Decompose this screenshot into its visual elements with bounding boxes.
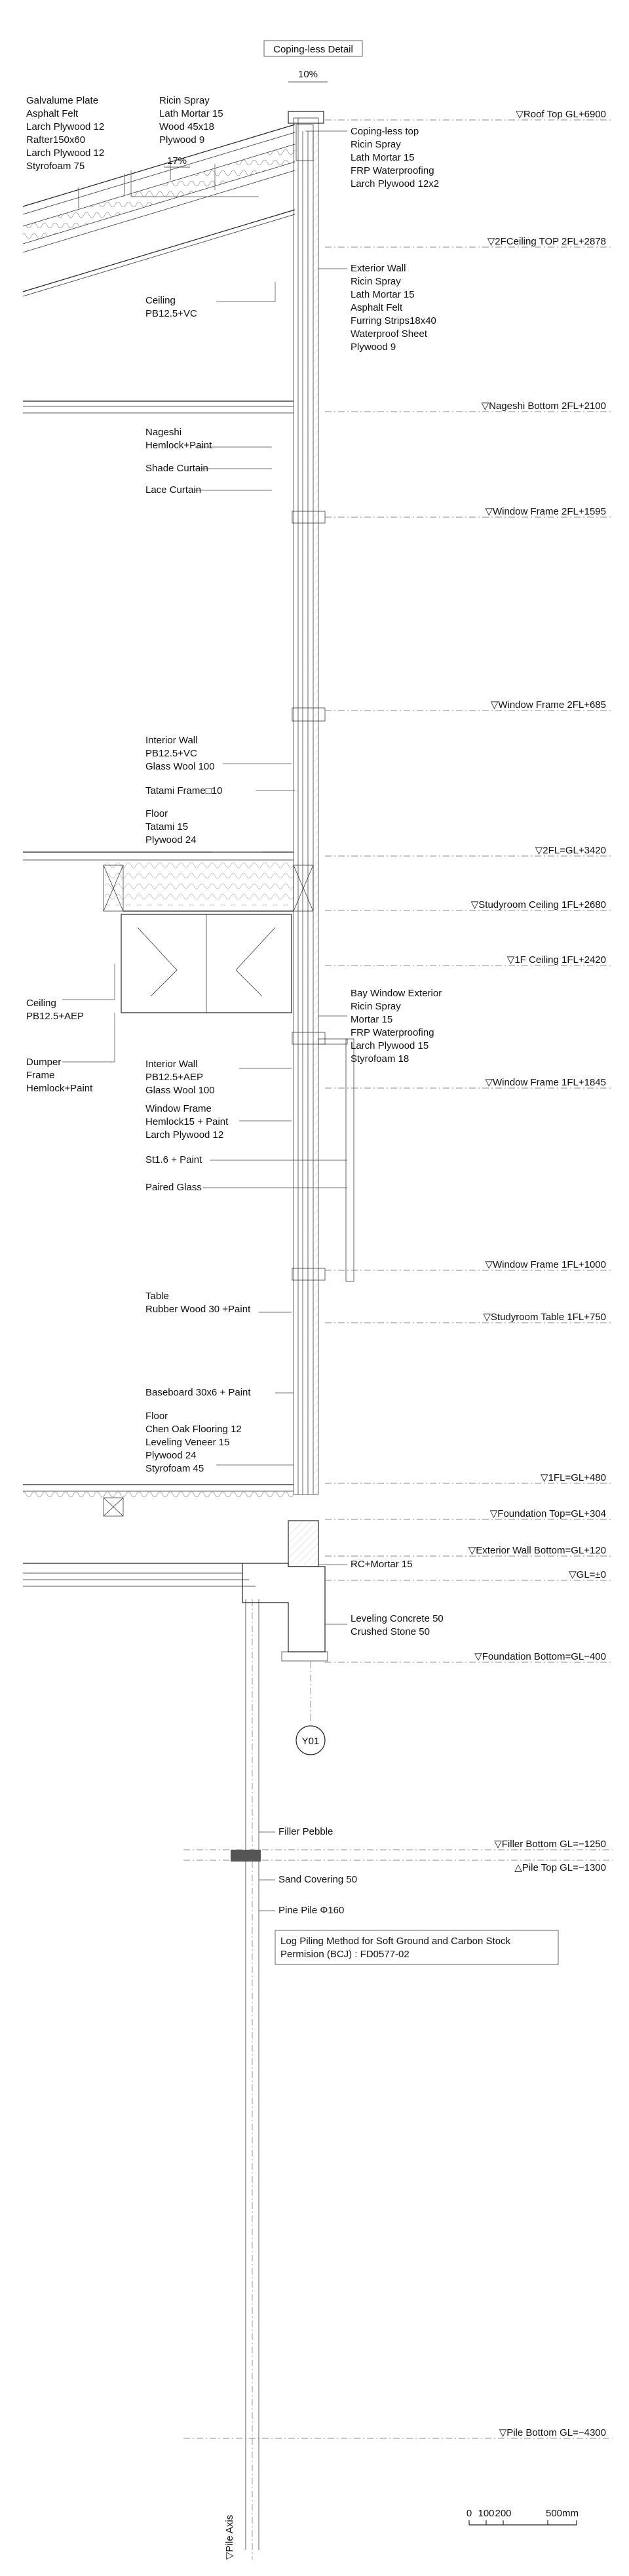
scale-tick-0: 0	[466, 2508, 472, 2519]
level-pile-top: △Pile Top GL=−1300	[514, 1862, 606, 1873]
window-frame-2f-upper	[292, 511, 325, 523]
note-lace-curtain: Lace Curtain	[145, 484, 202, 496]
scale-tick-end: 500mm	[545, 2508, 579, 2519]
note-floor-2f: Floor Tatami 15 Plywood 24	[145, 808, 197, 846]
level-pile-bottom: ▽Pile Bottom GL=−4300	[499, 2427, 606, 2438]
note-st16: St1.6 + Paint	[145, 1154, 202, 1165]
note-window-frame: Window Frame Hemlock15 + Paint Larch Plywood 12	[145, 1103, 229, 1141]
note-floor-1f: Floor Chen Oak Flooring 12 Leveling Veneer 15 Plywood 24 Styrofoam 45	[145, 1411, 242, 1474]
note-sand: Sand Covering 50	[278, 1874, 358, 1885]
bay-window-sill	[318, 1039, 347, 1044]
window-frame-1f-lower	[292, 1268, 325, 1280]
piling-note-text: Log Piling Method for Soft Ground and Carbon Stock Permision (BCJ) : FD0577-02	[280, 1936, 511, 1960]
leader-lines	[62, 131, 347, 1911]
level-fl2: ▽2FL=GL+3420	[535, 845, 606, 856]
note-filler: Filler Pebble	[278, 1826, 334, 1837]
note-pine-pile: Pine Pile Φ160	[278, 1905, 345, 1916]
piling-note-box	[275, 1930, 558, 1964]
dumper-frame	[121, 914, 292, 1013]
pile-axis-label: ▽Pile Axis	[224, 2514, 235, 2560]
scale-bar	[467, 2508, 579, 2525]
note-exterior-wall: Exterior Wall Ricin Spray Lath Mortar 15 Asphalt Felt Furring Strips18x40 Waterproof Sheet Plywood 9	[351, 263, 436, 353]
note-table: Table Rubber Wood 30 +Paint	[145, 1291, 251, 1315]
note-baseboard: Baseboard 30x6 + Paint	[145, 1387, 251, 1398]
roof-slope-label: 17%	[167, 155, 187, 166]
wall-column	[288, 111, 354, 1494]
nageshi-zone	[23, 401, 294, 413]
level-ceiling-top-2f: ▽2FCeiling TOP 2FL+2878	[487, 236, 606, 247]
note-bay-window: Bay Window Exterior Ricin Spray Mortar 15 FRP Waterproofing Larch Plywood 15 Styrofoam 18	[351, 988, 442, 1064]
level-window-frame-1f-1845: ▽Window Frame 1FL+1845	[485, 1077, 606, 1088]
level-nageshi-bottom: ▽Nageshi Bottom 2FL+2100	[481, 400, 606, 412]
note-interior-wall-1f: Interior Wall PB12.5+AEP Glass Wool 100	[145, 1059, 215, 1096]
grid-marker-label: Y01	[301, 1736, 320, 1747]
level-ceiling-1f: ▽1F Ceiling 1FL+2420	[506, 954, 606, 966]
level-lines	[183, 109, 613, 2438]
scale-tick-100: 100	[478, 2508, 495, 2519]
floor-1f	[23, 1485, 294, 1516]
note-nageshi: Nageshi Hemlock+Paint	[145, 427, 212, 451]
level-ext-wall-bottom: ▽Exterior Wall Bottom=GL+120	[468, 1545, 606, 1556]
pile	[224, 1599, 325, 2560]
floor-2f	[23, 852, 313, 911]
notes	[26, 95, 446, 1916]
note-dumper: Dumper Frame Hemlock+Paint	[26, 1057, 93, 1094]
note-paired-glass: Paired Glass	[145, 1182, 202, 1193]
sand-covering	[231, 1850, 261, 1862]
foundation	[23, 1521, 328, 1661]
level-window-frame-2f-1595: ▽Window Frame 2FL+1595	[485, 506, 606, 517]
note-ceiling-1f: Ceiling PB12.5+AEP	[26, 998, 84, 1022]
note-interior-wall-2f: Interior Wall PB12.5+VC Glass Wool 100	[145, 735, 215, 772]
note-roof-mid: Ricin Spray Lath Mortar 15 Wood 45x18 Plywood 9	[159, 95, 223, 146]
drawing-title: Coping-less Detail	[273, 44, 353, 55]
window-frame-2f-lower	[292, 708, 325, 721]
note-leveling: Leveling Concrete 50 Crushed Stone 50	[351, 1613, 444, 1637]
note-coping: Coping-less top Ricin Spray Lath Mortar 15 FRP Waterproofing Larch Plywood 12x2	[351, 126, 440, 189]
level-roof-top: ▽Roof Top GL+6900	[516, 109, 606, 120]
level-foundation-bottom: ▽Foundation Bottom=GL−400	[474, 1651, 606, 1662]
scale-tick-200: 200	[495, 2508, 512, 2519]
note-shade-curtain: Shade Curtain	[145, 463, 208, 474]
level-studyroom-ceiling: ▽Studyroom Ceiling 1FL+2680	[470, 899, 606, 910]
level-gl: ▽GL=±0	[569, 1569, 606, 1580]
level-filler-bottom: ▽Filler Bottom GL=−1250	[494, 1839, 606, 1850]
level-studyroom-table: ▽Studyroom Table 1FL+750	[483, 1312, 606, 1323]
note-tatami-frame: Tatami Frame□10	[145, 785, 223, 796]
roof-slope-top-label: 10%	[297, 69, 318, 80]
window-frame-1f-upper	[292, 1032, 325, 1044]
level-foundation-top: ▽Foundation Top=GL+304	[489, 1508, 606, 1519]
level-window-frame-1f-1000: ▽Window Frame 1FL+1000	[485, 1259, 606, 1270]
note-rc-mortar: RC+Mortar 15	[351, 1559, 413, 1570]
level-fl1: ▽1FL=GL+480	[541, 1472, 606, 1483]
title-block	[264, 41, 362, 82]
note-roof-left: Galvalume Plate Asphalt Felt Larch Plywood 12 Rafter150x60 Larch Plywood 12 Styrofoam 75	[26, 95, 105, 172]
note-ceiling: Ceiling PB12.5+VC	[145, 295, 197, 319]
level-window-frame-2f-685: ▽Window Frame 2FL+685	[490, 699, 606, 711]
